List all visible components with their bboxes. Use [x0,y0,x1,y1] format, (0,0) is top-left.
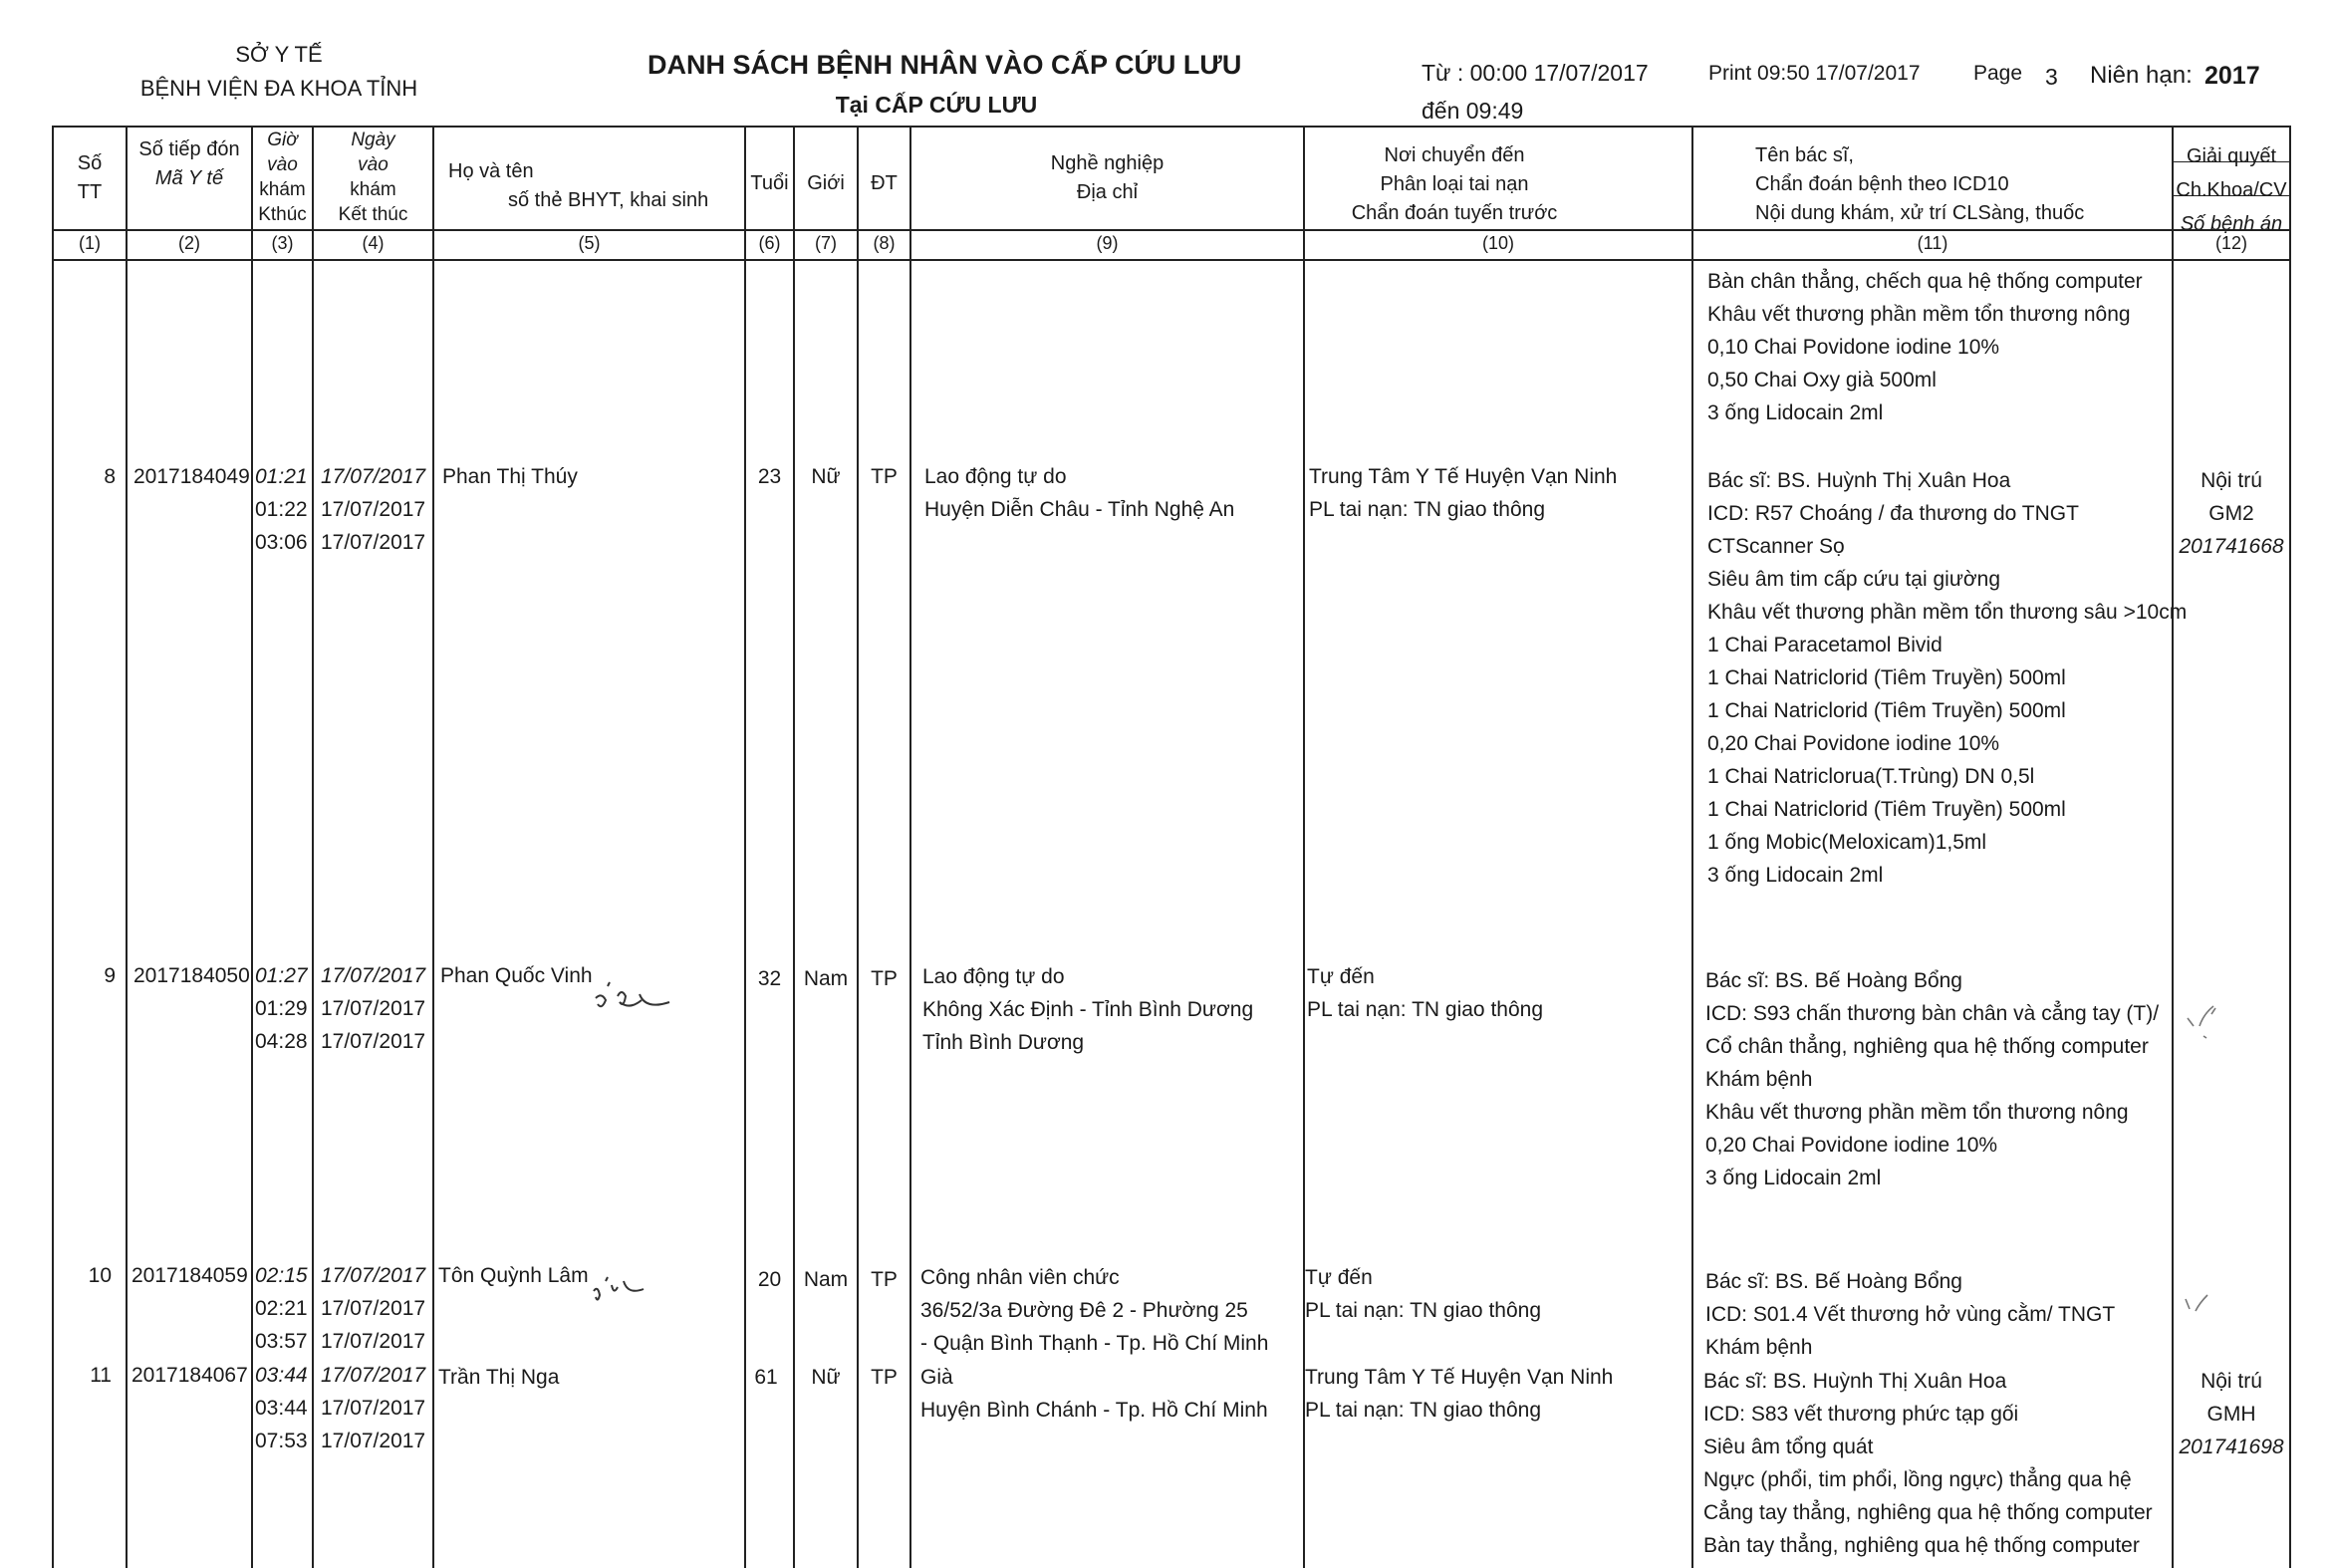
range-to: đến 09:49 [1422,98,1524,124]
col-header-time: Giờ vào khám Kthúc [258,130,307,225]
row-dt: TP [871,465,898,488]
year-label: Niên hạn: [2090,62,2193,89]
col-num: (7) [815,233,837,253]
row-code: 2017184050 [133,964,250,987]
row-sex: Nam [803,967,849,990]
row-age: 32 [757,967,782,990]
row-notes: Bác sĩ: BS. Bế Hoàng Bổng ICD: S01.4 Vết thương hở vùng cằm/ TNGT Khám bệnh [1705,1270,2116,1359]
row-result: Nội trú GMH 201741698 [2179,1370,2284,1458]
row-result: Nội trú GM2 201741668 [2179,469,2284,558]
row-name: Phan Thị Thúy [442,465,578,488]
row-notes: Bác sĩ: BS. Bế Hoàng Bổng ICD: S93 chấn thương bàn chân và cẳng tay (T)/ Cổ chân thẳng, nghiêng qua hệ thống computer Khám bệnh Khâu vết thương phần mềm tổn thương nông 0,20 Chai Povidone iodine 10% 3 ống Lidocain 2ml [1705,969,2160,1189]
row-code: 2017184059 [131,1264,248,1287]
row-notes: Bác sĩ: BS. Huỳnh Thị Xuân Hoa ICD: S83 vết thương phức tạp gối Siêu âm tổng quát Ngực (phổi, tim phổi, lồng ngực) thẳng qua hệ Cẳng tay thẳng, nghiêng qua hệ thống computer Bàn tay thẳng, nghiêng qua hệ thống computer [1703,1370,2153,1557]
col-header-name: Họ và tên số thẻ BHYT, khai sinh [448,160,709,211]
row-dates: 17/07/2017 17/07/2017 17/07/2017 [321,964,426,1053]
row-stt: 11 [90,1364,112,1387]
row-times: 02:15 02:21 03:57 [255,1264,308,1353]
page-label: Page [1973,62,2023,85]
col-header-transfer: Nơi chuyển đến Phân loại tai nạn Chẩn đoán tuyến trước [1351,144,1558,224]
col-header-dt: ĐT [871,172,898,194]
row-name: Trần Thị Nga [438,1366,560,1389]
page-subtitle: Tại CẤP CỨU LƯU [835,92,1038,118]
col-num: (5) [578,233,601,253]
page-number: 3 [2045,64,2058,90]
org-ministry: SỞ Y TẾ [235,42,323,67]
col-num: (1) [79,233,101,253]
row-times: 01:21 01:22 03:06 [255,465,308,554]
org-hospital: BỆNH VIỆN ĐA KHOA TỈNH [139,76,418,101]
row-dt: TP [871,1366,898,1389]
row-times: 01:27 01:29 04:28 [255,964,308,1053]
year-value: 2017 [2204,62,2260,90]
col-num: (6) [758,233,781,253]
col-num: (4) [362,233,385,253]
row-dates: 17/07/2017 17/07/2017 17/07/2017 [321,465,426,554]
row-age: 61 [754,1366,778,1389]
row-dt: TP [871,1268,898,1291]
col-header-doctor: Tên bác sĩ, Chẩn đoán bệnh theo ICD10 Nội dung khám, xử trí CLSàng, thuốc [1755,144,2085,224]
col-header-job: Nghề nghiệp Địa chỉ [1050,152,1165,203]
range-from: Từ : 00:00 17/07/2017 [1422,60,1649,86]
row-stt: 10 [88,1264,112,1287]
row-job: Lao động tự do Không Xác Định - Tỉnh Bình Dương Tỉnh Bình Dương [922,965,1254,1054]
handwritten-mark [588,1275,667,1315]
handwritten-mark [2180,1285,2229,1325]
col-num: (10) [1481,233,1514,253]
row-stt: 8 [104,465,116,488]
col-header-stt: Số TT [77,152,103,203]
row-sex: Nam [803,1268,849,1291]
col-header-sex: Giới [807,172,845,194]
row-job: Già Huyện Bình Chánh - Tp. Hồ Chí Minh [920,1366,1268,1422]
row-code: 2017184067 [131,1364,248,1387]
row-transfer: Tự đến PL tai nạn: TN giao thông [1307,965,1543,1021]
col-header-result: Giải quyết Ch.Khoa/CV Số bệnh án [2176,145,2287,235]
row-name: Tôn Quỳnh Lâm [438,1264,589,1287]
row-transfer: Tự đến PL tai nạn: TN giao thông [1305,1266,1541,1322]
col-header-date: Ngày vào khám Kết thúc [338,130,408,225]
page-title: DANH SÁCH BỆNH NHÂN VÀO CẤP CỨU LƯU [648,50,1242,80]
row-transfer: Trung Tâm Y Tế Huyện Vạn Ninh PL tai nạn: TN giao thông [1305,1366,1614,1422]
carryover-notes: Bàn chân thẳng, chếch qua hệ thống computer Khâu vết thương phần mềm tổn thương nông 0,10 Chai Povidone iodine 10% 0,50 Chai Oxy già 500ml 3 ống Lidocain 2ml [1707,270,2143,424]
col-num: (3) [271,233,294,253]
handwritten-mark [2182,996,2241,1046]
row-job: Lao động tự do Huyện Diễn Châu - Tỉnh Nghệ An [924,465,1235,521]
row-age: 20 [757,1268,782,1291]
col-num: (9) [1096,233,1119,253]
row-job: Công nhân viên chức 36/52/3a Đường Đê 2 - Phường 25 - Quận Bình Thạnh - Tp. Hồ Chí Minh [920,1266,1269,1355]
col-num: (8) [873,233,896,253]
row-stt: 9 [104,964,116,987]
col-header-age: Tuổi [750,172,789,194]
row-name: Phan Quốc Vinh [440,964,593,987]
row-code: 2017184049 [133,465,250,488]
print-stamp: Print 09:50 17/07/2017 [1708,62,1921,85]
row-dates: 17/07/2017 17/07/2017 17/07/2017 [321,1364,426,1452]
handwritten-mark [588,976,677,1026]
row-transfer: Trung Tâm Y Tế Huyện Vạn Ninh PL tai nạn: TN giao thông [1309,465,1618,521]
col-num: (11) [1917,233,1948,253]
row-dates: 17/07/2017 17/07/2017 17/07/2017 [321,1264,426,1353]
col-num: (12) [2214,233,2247,253]
row-dt: TP [871,967,898,990]
row-age: 23 [757,465,782,488]
row-notes: Bác sĩ: BS. Huỳnh Thị Xuân Hoa ICD: R57 Choáng / đa thương do TNGT CTScanner Sọ Siêu âm tim cấp cứu tại giường Khâu vết thương phần mềm tổn thương sâu >10cm 1 Chai Paracetamol Bivid 1 Chai Natriclorid (Tiêm Truyền) 500ml 1 Chai Natriclorid (Tiêm Truyền) 500ml 0,20 Chai Povidone iodine 10% 1 Chai Natriclorua(T.Trùng) DN 0,5l 1 Chai Natriclorid (Tiêm Truyền) 500ml 1 ống Mobic(Meloxicam)1,5ml 3 ống Lidocain 2ml [1707,469,2188,887]
row-sex: Nữ [811,1366,841,1389]
col-header-code: Số tiếp đón Mã Y tế [138,138,240,189]
col-num: (2) [178,233,200,253]
row-sex: Nữ [811,465,841,488]
row-times: 03:44 03:44 07:53 [255,1364,308,1452]
